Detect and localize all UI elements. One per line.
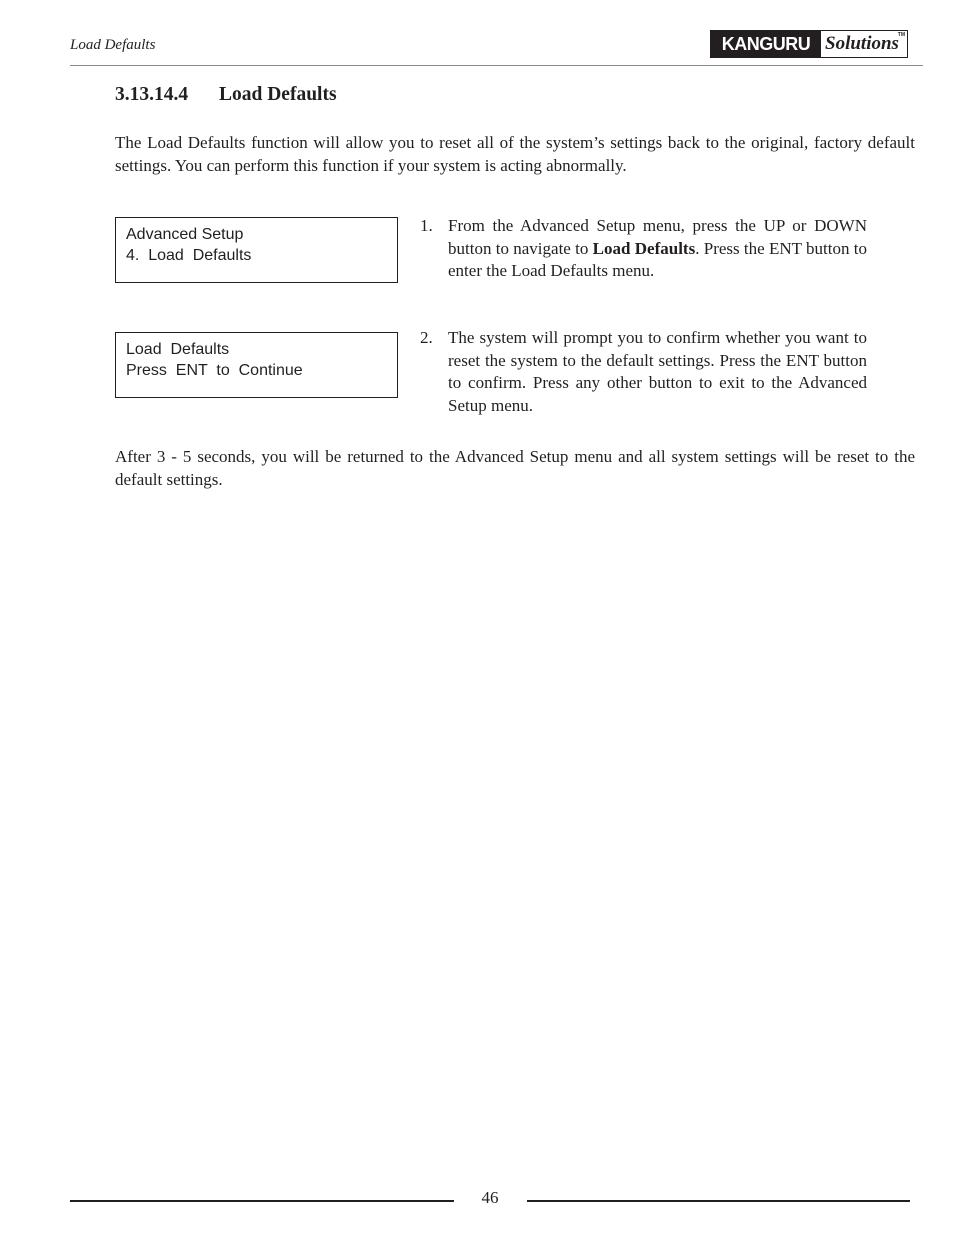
step-1: [420, 215, 867, 283]
step-text: [448, 215, 867, 283]
section-number: 3.13.14.4: [115, 84, 189, 105]
step-text-after: . Press the ENT button to enter the Load Defaults menu.: [448, 238, 867, 280]
lcd-line-2: Press ENT to Continue: [126, 361, 303, 379]
lcd-screen-advanced-setup: [115, 217, 398, 283]
logo-brand-text: KANGURU: [711, 31, 821, 57]
page-number: 46: [481, 1188, 499, 1207]
lcd-screen-load-defaults: [115, 332, 398, 398]
section-heading: [115, 84, 337, 106]
footer-rule-left: [70, 1200, 454, 1202]
logo-trademark: TM: [897, 32, 905, 38]
lcd-line-1: Advanced Setup: [126, 226, 244, 243]
lcd-line-2: 4. Load Defaults: [126, 246, 252, 264]
kanguru-logo: [710, 30, 908, 58]
lcd-line-1: Load Defaults: [126, 341, 230, 358]
logo-sub-label: Solutions: [825, 33, 899, 54]
step-text: The system will prompt you to confirm whether you want to reset the system to the default settings. Press the ENT button to confirm. Press any other button to exit to the Advanced Setup menu.: [448, 328, 867, 415]
step-number: 1.: [420, 216, 433, 235]
header-title: Load Defaults: [70, 37, 156, 53]
after-paragraph: After 3 - 5 seconds, you will be returned to the Advanced Setup menu and all system settings will be reset to the default settings.: [115, 447, 915, 489]
step-text-bold: Load Defaults: [592, 238, 696, 258]
step-text-before: From the Advanced Setup menu, press the UP or DOWN button to navigate to: [448, 216, 867, 258]
logo-sub-text: [821, 31, 907, 57]
step-2: [420, 327, 867, 417]
step-number: 2.: [420, 328, 433, 347]
footer-rule-right: [527, 1200, 910, 1202]
header-divider: [70, 65, 923, 66]
intro-paragraph: The Load Defaults function will allow you to reset all of the system’s settings back to the original, factory default settings. You can perform this function if your system is acting abnormally.: [115, 133, 915, 175]
section-title: Load Defaults: [219, 84, 337, 105]
